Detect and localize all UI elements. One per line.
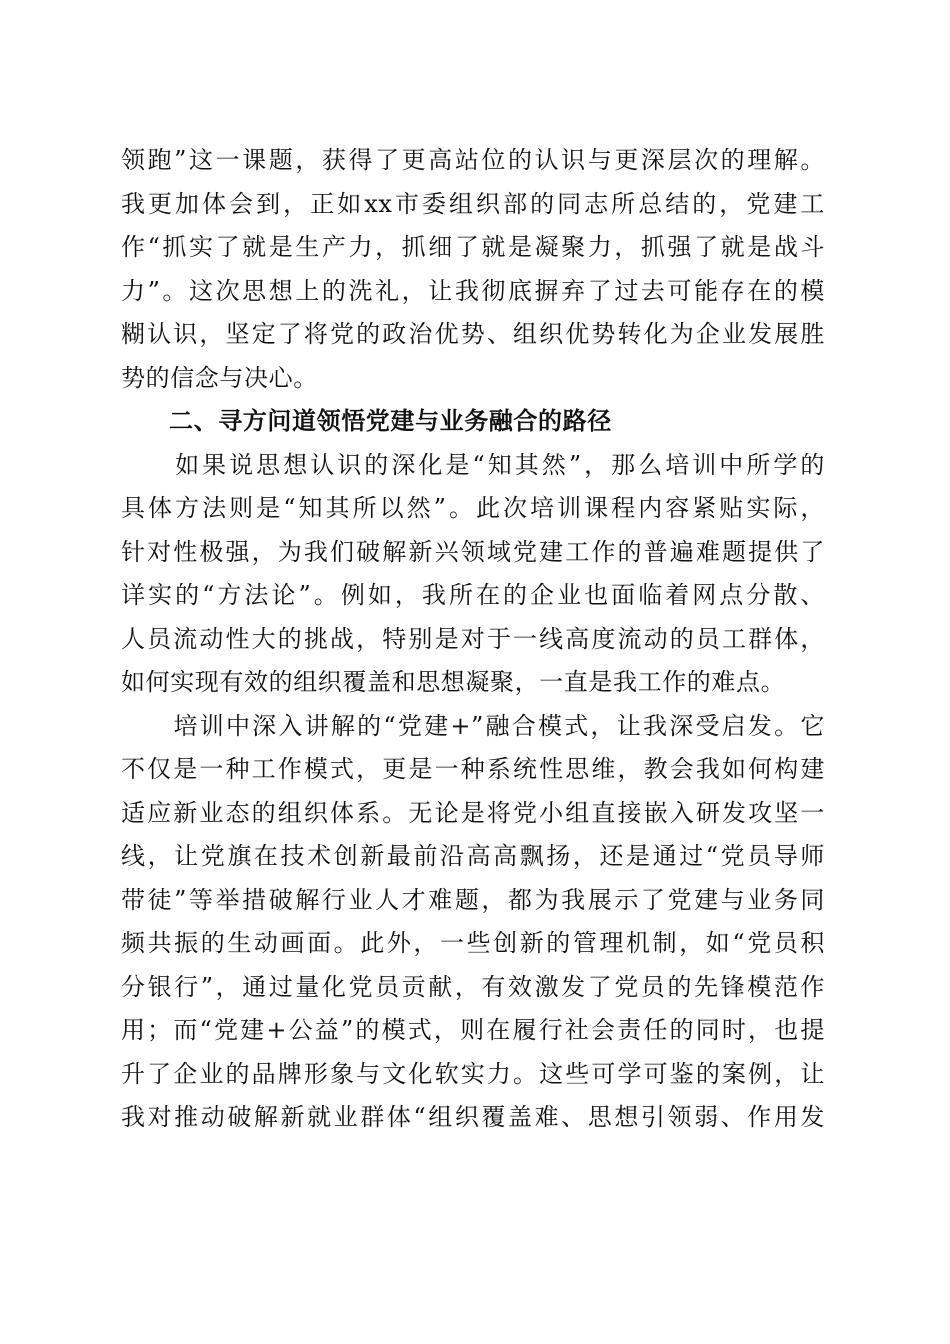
text-line: 我更加体会到，正如xx市委组织部的同志所总结的，党建工 <box>121 189 825 218</box>
paragraph-3 <box>121 705 825 1140</box>
paragraph-2 <box>121 444 825 705</box>
section-heading: 二、寻方问道领悟党建与业务融合的路径 <box>169 407 612 435</box>
document-body <box>121 139 825 1140</box>
text-line: 如果说思想认识的深化是“知其然”，那么培训中所学的 <box>121 450 825 479</box>
text-line: 用；而“党建+公益”的模式，则在履行社会责任的同时，也提 <box>121 1016 825 1044</box>
paragraph-1 <box>121 139 825 400</box>
text-line: 领跑”这一课题，获得了更高站位的认识与更深层次的理解。 <box>121 146 825 174</box>
text-line: 力”。这次思想上的洗礼，让我彻底摒弃了过去可能存在的模 <box>121 276 825 305</box>
text-line: 培训中深入讲解的“党建+”融合模式，让我深受启发。它 <box>121 711 825 740</box>
text-line: 我对推动破解新就业群体“组织覆盖难、思想引领弱、作用发 <box>121 1103 825 1131</box>
text-line: 升了企业的品牌形象与文化软实力。这些可学可鉴的案例，让 <box>121 1059 825 1088</box>
text-line: 分银行”，通过量化党员贡献，有效激发了党员的先锋模范作 <box>121 972 825 1001</box>
text-line: 势的信念与决心。 <box>121 363 318 392</box>
text-line: 频共振的生动画面。此外，一些创新的管理机制，如“党员积 <box>121 929 825 957</box>
text-line: 适应新业态的组织体系。无论是将党小组直接嵌入研发攻坚一 <box>121 798 825 827</box>
text-line: 不仅是一种工作模式，更是一种系统性思维，教会我如何构建 <box>121 755 825 783</box>
text-line: 人员流动性大的挑战，特别是对于一线高度流动的员工群体， <box>121 624 825 653</box>
text-line: 具体方法则是“知其所以然”。此次培训课程内容紧贴实际， <box>121 494 825 522</box>
text-line: 针对性极强，为我们破解新兴领域党建工作的普遍难题提供了 <box>121 537 825 566</box>
text-line: 带徒”等举措破解行业人才难题，都为我展示了党建与业务同 <box>121 885 825 914</box>
text-line: 详实的“方法论”。例如，我所在的企业也面临着网点分散、 <box>121 581 825 609</box>
text-line: 作“抓实了就是生产力，抓细了就是凝聚力，抓强了就是战斗 <box>121 233 825 261</box>
text-line: 糊认识，坚定了将党的政治优势、组织优势转化为企业发展胜 <box>121 320 825 348</box>
text-line: 如何实现有效的组织覆盖和思想凝聚，一直是我工作的难点。 <box>121 668 786 696</box>
text-line: 线，让党旗在技术创新最前沿高高飘扬，还是通过“党员导师 <box>121 842 825 870</box>
